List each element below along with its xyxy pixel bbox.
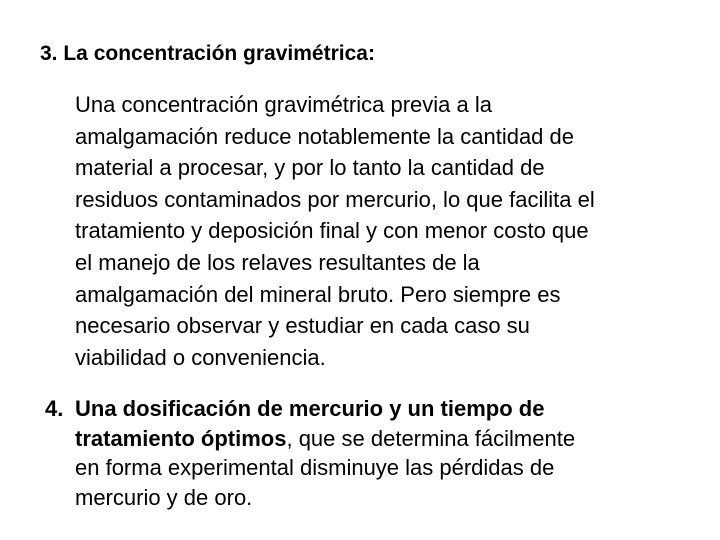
section-4-body xyxy=(75,394,705,512)
section-4-line-2-rest: , que se determina fácilmente xyxy=(286,425,576,451)
section-4-line-3: en forma experimental disminuye las pérdidas de xyxy=(75,455,555,480)
section-4-line-2 xyxy=(75,424,705,454)
paragraph-line: necesario observar y estudiar en cada caso su xyxy=(75,313,530,339)
paragraph-line: el manejo de los relaves resultantes de la xyxy=(75,249,480,275)
section-4-line-4: mercurio y de oro. xyxy=(75,484,253,510)
paragraph-line: tratamiento y deposición final y con menor costo que xyxy=(75,218,589,244)
section-3-paragraph xyxy=(75,89,715,373)
paragraph-line: amalgamación reduce notablemente la cantidad de xyxy=(75,123,574,149)
section-3-heading: 3. La concentración gravimétrica: xyxy=(40,42,375,65)
section-4-number: 4. xyxy=(45,396,64,421)
paragraph-line: Una concentración gravimétrica previa a la xyxy=(75,92,492,117)
paragraph-line: viabilidad o conveniencia. xyxy=(75,344,326,370)
section-4-line-1: Una dosificación de mercurio y un tiempo de xyxy=(75,396,545,421)
paragraph-line: residuos contaminados por mercurio, lo que facilita el xyxy=(75,186,595,212)
paragraph-line: material a procesar, y por lo tanto la cantidad de xyxy=(75,155,545,181)
paragraph-line: amalgamación del mineral bruto. Pero siempre es xyxy=(75,281,561,307)
section-4-bold-term: tratamiento óptimos xyxy=(75,425,287,451)
